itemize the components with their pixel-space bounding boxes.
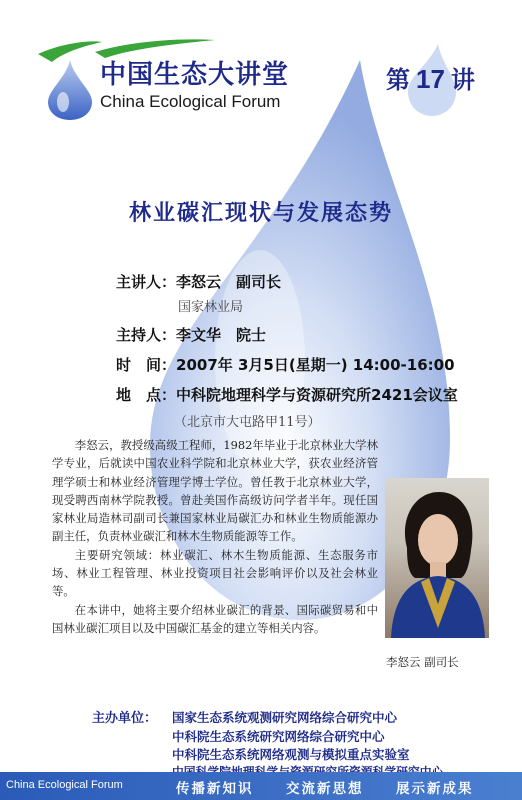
lecture-num: 17 <box>416 64 445 94</box>
speaker-bio <box>52 436 378 637</box>
footer-brand: China Ecological Forum <box>6 779 123 791</box>
time-row <box>116 354 455 375</box>
organizer-item: 中科院生态系统研究网络综合研究中心 <box>172 729 385 744</box>
organizer-item: 中科院生态系统网络观测与模拟重点实验室 <box>172 747 410 762</box>
brand-subtitle: China Ecological Forum <box>100 92 281 111</box>
bio-paragraph: 李怒云，教授级高级工程师，1982年毕业于北京林业大学林学专业，后就读中国农业科学院和北京林业大学，获农业经济管理学硕士和林业经济管理学博士学位。曾任教于北京林业大学，现受聘西南林学院教授。曾赴美国作高级访问学者半年。现任国家林业局造林司副司长兼国家林业局碳汇办和林业生物质能源办副主任，负责林业碳汇和林木生物质能源等工作。 <box>52 438 378 544</box>
organizer-item: 国家生态系统观测研究网络综合研究中心 <box>172 710 398 725</box>
lecture-suffix: 讲 <box>450 66 475 94</box>
photo-caption: 李怒云 副司长 <box>386 655 459 669</box>
time-label: 时 间： <box>116 356 177 374</box>
host-label: 主持人： <box>116 326 177 344</box>
organizers-label: 主办单位： <box>92 711 158 726</box>
host-row <box>116 324 266 345</box>
host-name: 李文华 <box>176 326 222 344</box>
speaker-photo <box>385 478 489 638</box>
page-title: 林业碳汇现状与发展态势 <box>128 201 393 226</box>
footer-bar <box>0 772 522 800</box>
bio-paragraph: 在本讲中，她将主要介绍林业碳汇的背景、国际碳贸易和中国林业碳汇项目以及中国碳汇基金的建立等相关内容。 <box>52 602 378 635</box>
speaker-name: 李怒云 <box>176 273 222 291</box>
host-position: 院士 <box>236 326 267 344</box>
speaker-position: 副司长 <box>236 273 282 291</box>
venue-label: 地 点： <box>116 386 177 404</box>
venue-row <box>116 384 458 405</box>
portrait-image <box>385 478 489 638</box>
speaker-label: 主讲人： <box>116 273 177 291</box>
logo-drop-icon <box>34 38 104 120</box>
footer-slogan: 展示新成果 <box>396 781 474 797</box>
footer-slogan: 交流新思想 <box>286 781 364 797</box>
venue-address: （北京市大屯路甲11号） <box>174 415 321 430</box>
bio-paragraph: 主要研究领域：林业碳汇、林木生物质能源、生态服务市场、林业工程管理、林业投资项目社会影响评价以及社会林业等。 <box>52 547 378 599</box>
footer-slogan: 传播新知识 <box>176 781 254 797</box>
speaker-row <box>116 271 281 292</box>
time-value: 2007年 3月5日(星期一) 14:00-16:00 <box>176 356 455 374</box>
venue-value: 中科院地理科学与资源研究所2421会议室 <box>176 386 458 404</box>
speaker-affiliation: 国家林业局 <box>178 300 244 315</box>
lecture-number <box>386 60 475 95</box>
lecture-prefix: 第 <box>386 66 410 94</box>
brand-title: 中国生态大讲堂 <box>100 60 290 90</box>
